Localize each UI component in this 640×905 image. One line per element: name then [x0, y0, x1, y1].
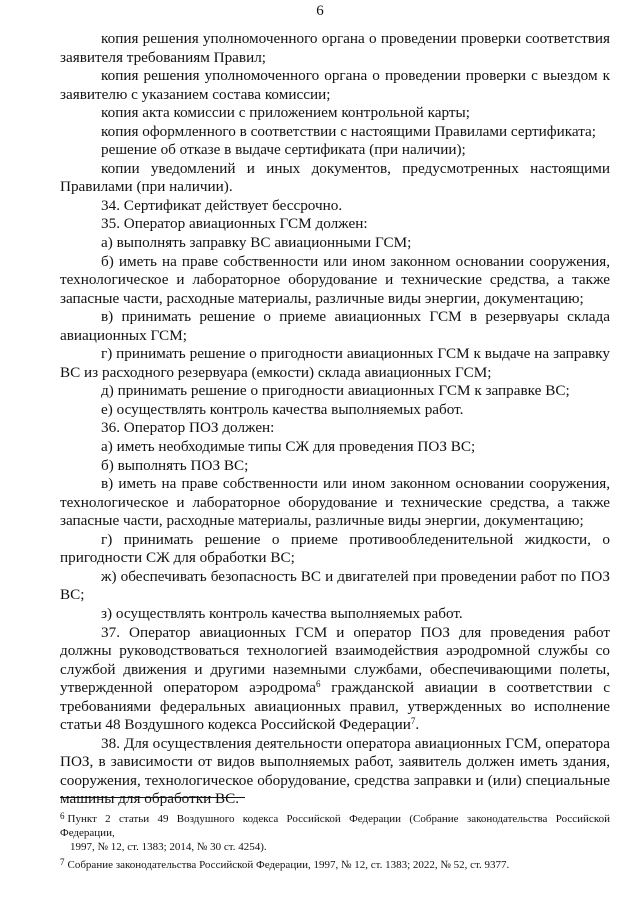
paragraph: ж) обеспечивать безопасность ВС и двигателей при проведении работ по ПОЗ ВС;: [60, 567, 610, 604]
paragraph: решение об отказе в выдаче сертификата (при наличии);: [101, 141, 466, 159]
footnote-divider: [60, 797, 245, 798]
footnote-ref-6[interactable]: 6: [315, 679, 321, 690]
paragraph: 36. Оператор ПОЗ должен:: [101, 419, 275, 437]
page-number: 6: [316, 3, 324, 19]
paragraph-37-text: гражданской авиации в соответствии с требованиями федеральных авиационных правил, утвержденных во исполнение статьи 48 Воздушного кодекса Российской Федерации: [60, 679, 610, 734]
paragraph: а) выполнять заправку ВС авиационными ГСМ;: [101, 234, 412, 252]
paragraph: копия решения уполномоченного органа о проведении проверки с выездом к заявителю с указанием состава комиссии;: [60, 67, 610, 103]
footnote-ref-7[interactable]: 7: [410, 716, 416, 727]
paragraph: б) иметь на праве собственности или ином законном основании сооружения, технологическое и лабораторное оборудование и технические средства, а также запасные части, расходные материалы, различные виды энергии, документацию;: [60, 252, 610, 307]
paragraph: а) иметь необходимые типы СЖ для проведения ПОЗ ВС;: [101, 438, 476, 456]
paragraph-37-text: 37. Оператор авиационных ГСМ и оператор ПОЗ для проведения работ должны руководствоваться технологией взаимодействия аэродромной службы со службой движения и другими наземными службами, обеспечивающими полеты, утвержденной оператором аэродрома: [60, 623, 610, 697]
paragraph: г) принимать решение о пригодности авиационных ГСМ к выдаче на заправку ВС из расходного резервуара (емкости) склада авиационных ГСМ;: [60, 345, 610, 381]
paragraph: з) осуществлять контроль качества выполняемых работ.: [101, 604, 463, 622]
footnote-text: 1997, № 12, ст. 1383; 2014, № 30 ст. 4254).: [70, 841, 267, 854]
paragraph: копия акта комиссии с приложением контрольной карты;: [101, 104, 470, 122]
footnote-text: Собрание законодательства Российской Федерации, 1997, № 12, ст. 1383; 2022, № 52, ст. 9377.: [67, 858, 510, 871]
paragraph: 35. Оператор авиационных ГСМ должен:: [101, 215, 368, 233]
paragraph: копии уведомлений и иных документов, предусмотренных настоящими Правилами (при наличии).: [60, 159, 610, 196]
footnote-6: [60, 812, 610, 855]
paragraph: д) принимать решение о пригодности авиационных ГСМ к заправке ВС;: [101, 382, 570, 400]
footnote-mark: 7: [60, 856, 65, 867]
paragraph: в) иметь на праве собственности или ином законном основании сооружения, технологическое и лабораторное оборудование и технические средства, а также запасные части, расходные материалы, различные виды энергии, документацию;: [60, 475, 610, 530]
footnote-mark: 6: [60, 811, 65, 821]
paragraph: г) принимать решение о приеме противообледенительной жидкости, о пригодности СЖ для обработки ВС;: [60, 530, 610, 567]
footnote-text: Пункт 2 статьи 49 Воздушного кодекса Российской Федерации (Собрание законодательства Российской Федерации,: [60, 813, 610, 840]
paragraph: в) принимать решение о приеме авиационных ГСМ в резервуары склада авиационных ГСМ;: [60, 308, 610, 344]
paragraph: 34. Сертификат действует бессрочно.: [101, 196, 343, 214]
paragraph-37: [60, 624, 610, 735]
footnote-7: [60, 858, 610, 872]
body-text: [60, 30, 610, 809]
paragraph: копия решения уполномоченного органа о проведении проверки соответствия заявителя требованиям Правил;: [60, 30, 610, 66]
footnotes: [60, 812, 610, 875]
paragraph-37-text: .: [415, 716, 420, 734]
paragraph: е) осуществлять контроль качества выполняемых работ.: [101, 400, 464, 418]
paragraph-38: 38. Для осуществления деятельности оператора авиационных ГСМ, оператора ПОЗ, в зависимости от видов выполняемых работ, заявитель должен иметь здания, сооружения, технологическое оборудование, средства заправки и (или) специальные машины для обработки ВС.: [60, 734, 610, 808]
paragraph: б) выполнять ПОЗ ВС;: [101, 456, 249, 474]
paragraph: копия оформленного в соответствии с настоящими Правилами сертификата;: [101, 122, 596, 140]
